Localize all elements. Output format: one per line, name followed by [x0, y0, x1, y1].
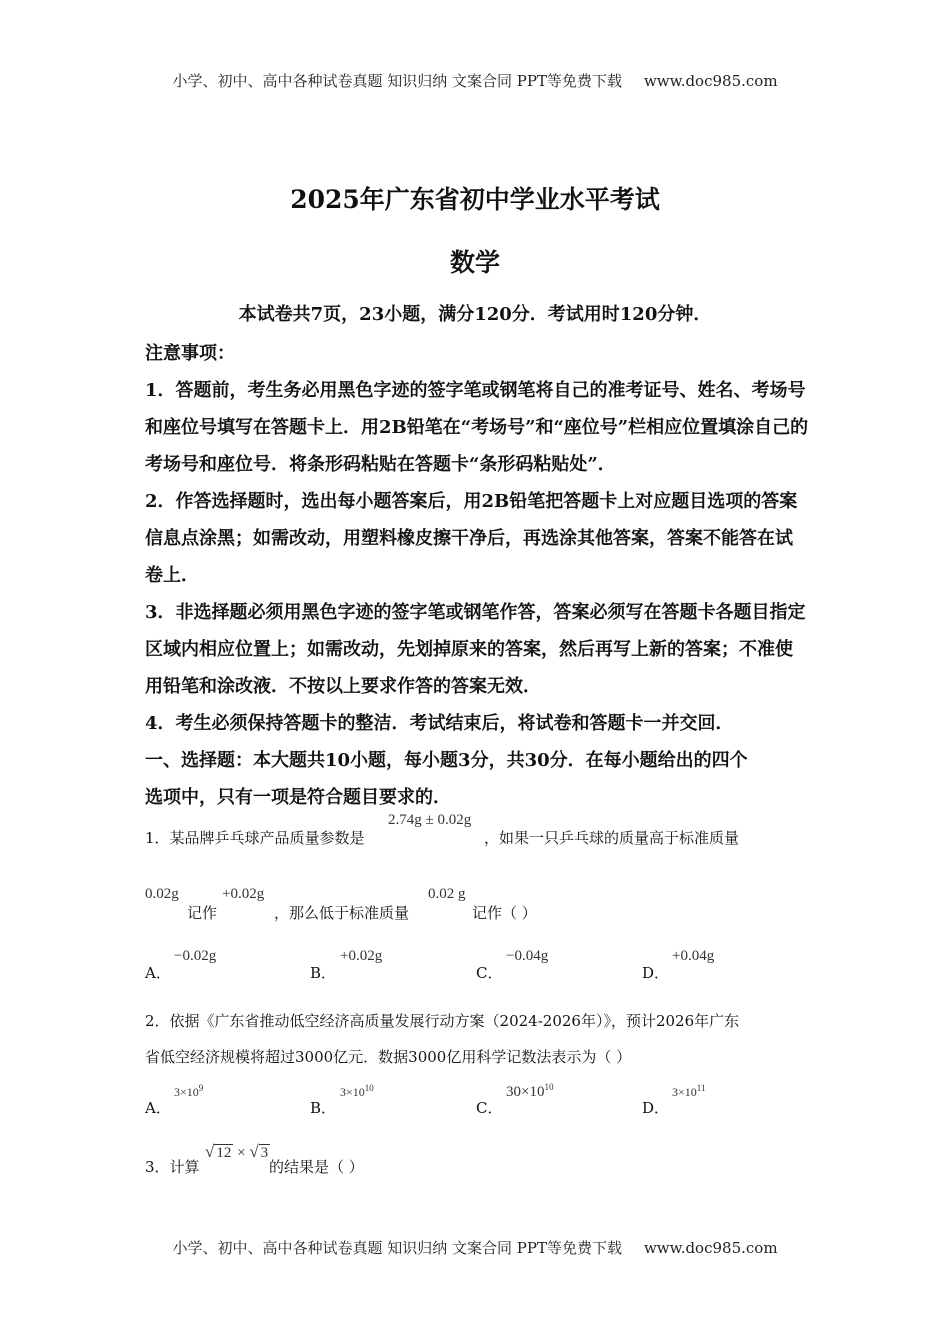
- notes-section: [145, 335, 810, 816]
- q1-text-d: ，那么低于标准质量: [274, 904, 410, 922]
- exam-intro: 本试卷共7页，23小题，满分120分．考试用时120分钟．: [238, 304, 712, 325]
- q1-option-c-value: −0.04g: [506, 948, 549, 964]
- q1-text-b: ，如果一只乒乓球的质量高于标准质量: [484, 829, 740, 847]
- q1-option-b-label: B．: [310, 964, 337, 982]
- exam-subject: 数学: [449, 248, 500, 277]
- page-header: [0, 70, 950, 91]
- q2-option-a-label: A．: [145, 1099, 171, 1117]
- section-heading-cont: 选项中，只有一项是符合题目要求的．: [145, 787, 451, 808]
- q2-option-b-value: $3\times 10^{10}$: [340, 1083, 374, 1099]
- q2-option-c-value: $30\times 10^{10}$: [506, 1082, 554, 1100]
- q1-text-a: 1．某品牌乒乓球产品质量参数是: [145, 829, 365, 847]
- q2-option-c-label: C．: [476, 1099, 503, 1117]
- q3-text-a: 3．计算: [145, 1158, 200, 1176]
- q2-option-b-label: B．: [310, 1099, 337, 1117]
- q1-text-e: 记作（ ）: [472, 904, 537, 922]
- q3-formula: √ 12 × √ 3: [205, 1142, 269, 1161]
- q1-option-c-label: C．: [476, 964, 503, 982]
- q2-option-a-value: $3\times 10^9$: [174, 1083, 204, 1099]
- q2-line-1: 2．依据《广东省推动低空经济高质量发展行动方案（2024-2026年）》，预计2026年广东: [145, 1012, 740, 1030]
- footer-site-link[interactable]: www.doc985.com: [643, 1239, 778, 1257]
- q2-option-d-value: $3\times 10^{11}$: [672, 1083, 706, 1099]
- q1-option-d-label: D．: [642, 964, 670, 982]
- footer-text: 小学、初中、高中各种试卷真题 知识归纳 文案合同 PPT等免费下载: [172, 1239, 622, 1257]
- section-heading: 一、选择题：本大题共10小题，每小题3分，共30分．在每小题给出的四个: [145, 750, 748, 771]
- q1-option-a-label: A．: [145, 964, 171, 982]
- notes-heading: 注意事项：: [145, 343, 235, 364]
- q1-formula-3: 0.02 g: [428, 886, 466, 902]
- q1-option-a-value: −0.02g: [174, 948, 217, 964]
- exam-title: 2025年广东省初中学业水平考试: [290, 185, 660, 214]
- q1-text-c: 记作: [187, 904, 218, 922]
- q1-option-b-value: +0.02g: [340, 948, 383, 964]
- q1-formula-1: 0.02g: [145, 886, 179, 902]
- q1-formula-2: +0.02g: [222, 886, 265, 902]
- q1-param-formula: 2.74g ± 0.02g: [388, 812, 472, 828]
- page-footer: [0, 1237, 950, 1258]
- header-site-link[interactable]: www.doc985.com: [643, 72, 778, 90]
- note-item: 1．答题前，考生务必用黑色字迹的签字笔或钢笔将自己的准考证号、姓名、考场号和座位号填写在答题卡上．用2B铅笔在“考场号”和“座位号”栏相应位置填涂自己的考场号和座位号．将条形码粘贴在答题卡“条形码粘贴处”．: [145, 380, 809, 475]
- q2-option-d-label: D．: [642, 1099, 670, 1117]
- note-item: 3．非选择题必须用黑色字迹的签字笔或钢笔作答，答案必须写在答题卡各题目指定区域内相应位置上；如需改动，先划掉原来的答案，然后再写上新的答案；不准使用铅笔和涂改液．不按以上要求作答的答案无效．: [145, 602, 806, 697]
- note-item: 4．考生必须保持答题卡的整洁．考试结束后，将试卷和答题卡一并交回．: [145, 713, 734, 734]
- q3-text-b: 的结果是（ ）: [269, 1158, 364, 1176]
- note-item: 2．作答选择题时，选出每小题答案后，用2B铅笔把答题卡上对应题目选项的答案信息点涂黑；如需改动，用塑料橡皮擦干净后，再选涂其他答案，答案不能答在试卷上．: [145, 491, 798, 586]
- q2-line-2: 省低空经济规模将超过3000亿元．数据3000亿用科学记数法表示为（ ）: [145, 1048, 632, 1066]
- q1-option-d-value: +0.04g: [672, 948, 715, 964]
- header-text: 小学、初中、高中各种试卷真题 知识归纳 文案合同 PPT等免费下载: [172, 72, 622, 90]
